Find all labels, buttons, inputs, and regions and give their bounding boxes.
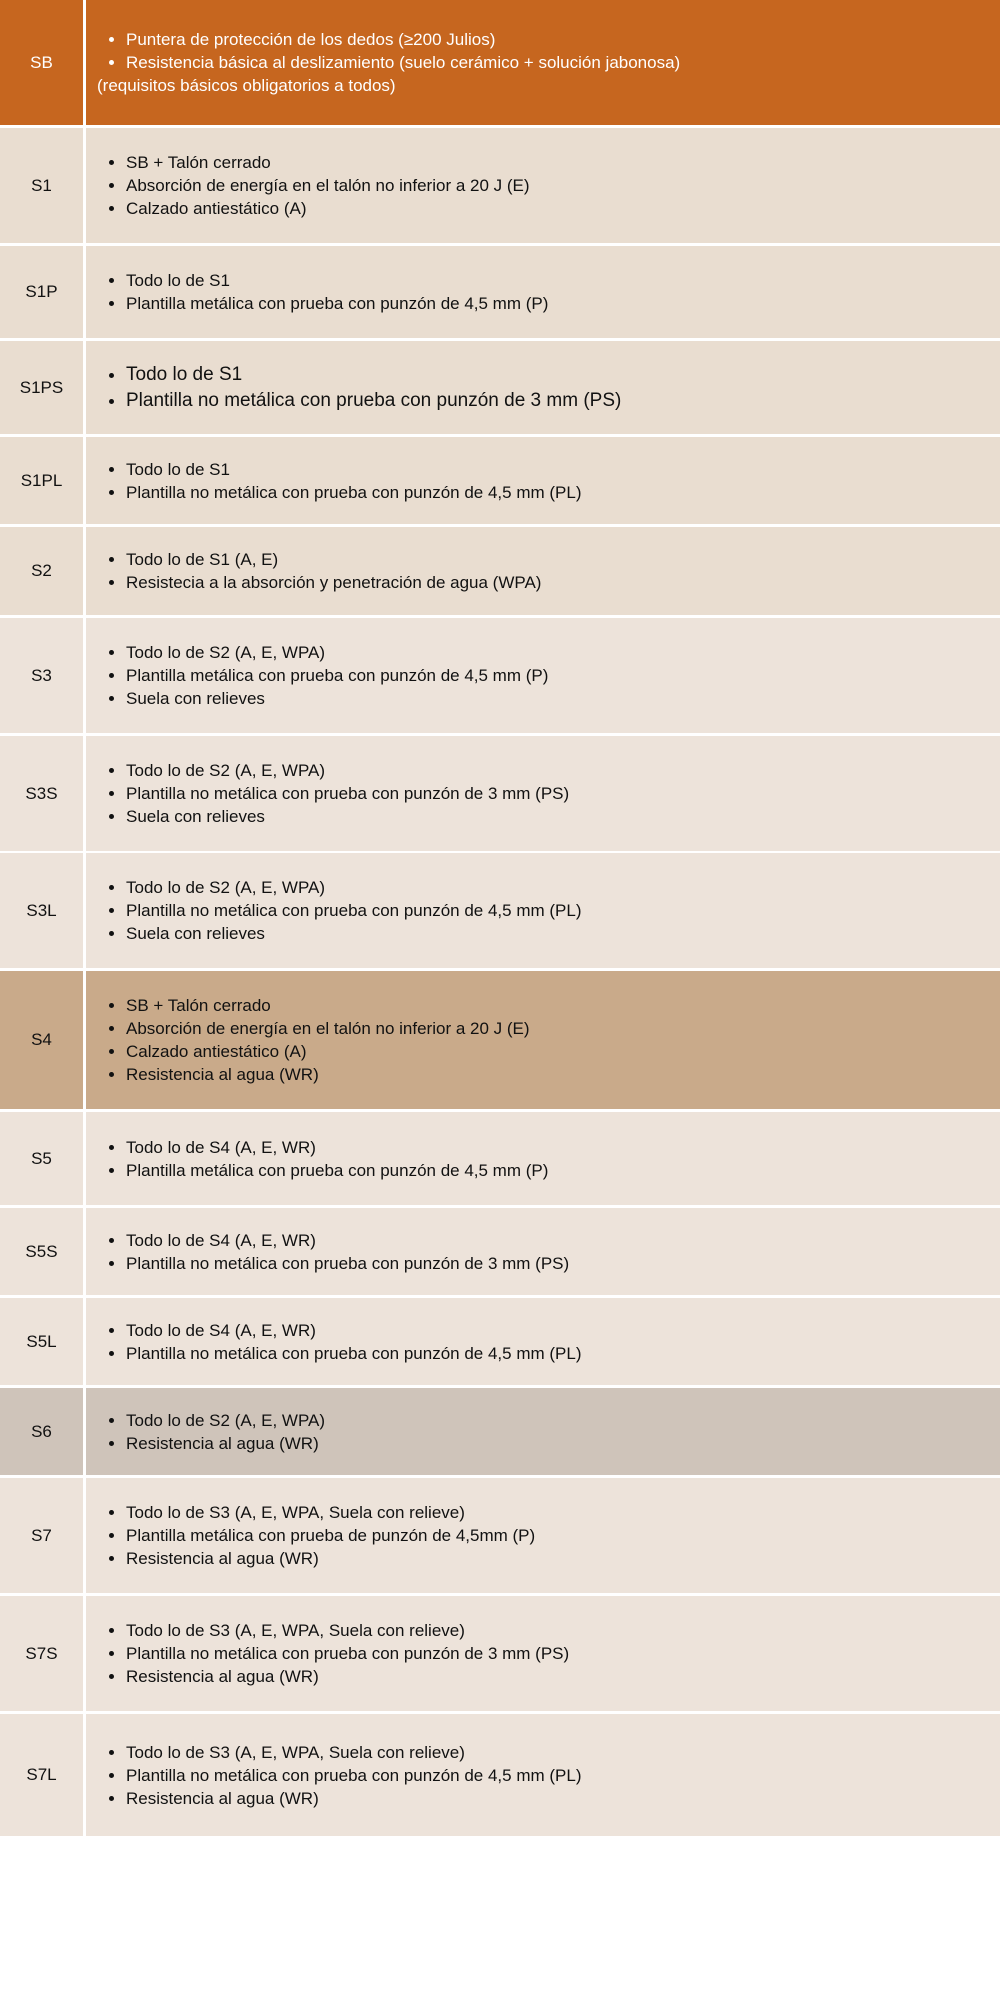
requirements-list xyxy=(86,1229,1000,1275)
requirement-item: • Todo lo de S3 (A, E, WPA, Suela con relieve) xyxy=(126,1619,1000,1642)
requirement-item: • Resistencia al agua (WR) xyxy=(126,1665,1000,1688)
requirements-cell xyxy=(86,1208,1000,1295)
class-code: S3S xyxy=(25,783,58,803)
class-code: S1P xyxy=(25,282,58,301)
requirement-item: • SB + Talón cerrado xyxy=(126,994,1000,1017)
requirement-item: • Plantilla no metálica con prueba con punzón de 4,5 mm (PL) xyxy=(126,899,1000,922)
class-code: S1PS xyxy=(19,377,64,397)
requirement-item: • Todo lo de S4 (A, E, WR) xyxy=(126,1229,1000,1252)
requirement-item: • Calzado antiestático (A) xyxy=(126,1040,1000,1063)
table-row xyxy=(0,1596,1000,1711)
requirements-list xyxy=(86,759,1000,828)
table-row xyxy=(0,1208,1000,1295)
table-row xyxy=(0,341,1000,434)
requirement-item: • Suela con relieves xyxy=(126,687,1000,710)
requirements-cell xyxy=(86,1112,1000,1205)
requirement-item: • Suela con relieves xyxy=(126,805,1000,828)
requirement-item: • SB + Talón cerrado xyxy=(126,151,1000,174)
requirement-item: • Suela con relieves xyxy=(126,922,1000,945)
requirement-item: • Plantilla no metálica con prueba con punzón de 4,5 mm (PL) xyxy=(126,1342,1000,1365)
requirements-list xyxy=(86,269,1000,315)
class-code: S3L xyxy=(26,900,57,920)
class-code: S7S xyxy=(25,1643,58,1663)
table-row xyxy=(0,527,1000,615)
requirement-item: • Absorción de energía en el talón no inferior a 20 J (E) xyxy=(126,174,1000,197)
requirements-cell xyxy=(86,736,1000,851)
requirements-cell xyxy=(86,437,1000,524)
requirement-item: • Plantilla metálica con prueba con punzón de 4,5 mm (P) xyxy=(126,292,1000,315)
requirements-cell xyxy=(86,128,1000,243)
requirements-list xyxy=(86,876,1000,945)
requirement-item: • Todo lo de S1 xyxy=(126,458,1000,481)
requirements-list xyxy=(86,1741,1000,1810)
requirements-cell xyxy=(86,853,1000,968)
requirements-cell xyxy=(86,527,1000,615)
requirement-item: • Absorción de energía en el talón no inferior a 20 J (E) xyxy=(126,1017,1000,1040)
requirement-item: • Plantilla metálica con prueba con punzón de 4,5 mm (P) xyxy=(126,664,1000,687)
table-row xyxy=(0,1714,1000,1836)
table-row xyxy=(0,1298,1000,1385)
requirement-item: • Todo lo de S1 xyxy=(126,362,1000,388)
table-row xyxy=(0,1388,1000,1475)
requirements-list xyxy=(86,1501,1000,1570)
table-row xyxy=(0,1478,1000,1593)
requirement-item: • Plantilla no metálica con prueba con punzón de 3 mm (PS) xyxy=(126,782,1000,805)
requirement-item: • Plantilla no metálica con prueba con punzón de 4,5 mm (PL) xyxy=(126,1764,1000,1787)
requirements-list xyxy=(86,1619,1000,1688)
requirements-list xyxy=(86,994,1000,1086)
requirement-item: • Plantilla no metálica con prueba con punzón de 4,5 mm (PL) xyxy=(126,481,1000,504)
table-row xyxy=(0,246,1000,338)
table-row xyxy=(0,1112,1000,1205)
requirement-item: • Todo lo de S2 (A, E, WPA) xyxy=(126,759,1000,782)
requirements-cell xyxy=(86,618,1000,733)
requirement-item: • Resistencia al agua (WR) xyxy=(126,1063,1000,1086)
requirement-item: • Puntera de protección de los dedos (≥200 Julios) xyxy=(126,28,1000,51)
requirements-cell xyxy=(86,971,1000,1109)
class-code: S1PL xyxy=(20,470,63,490)
requirement-item: • Todo lo de S2 (A, E, WPA) xyxy=(126,641,1000,664)
requirements-list xyxy=(86,1136,1000,1182)
table-row xyxy=(0,971,1000,1109)
class-code: S3 xyxy=(31,665,52,685)
requirements-cell xyxy=(86,341,1000,434)
requirement-item: • Todo lo de S4 (A, E, WR) xyxy=(126,1319,1000,1342)
class-code: S6 xyxy=(31,1421,52,1441)
table-row xyxy=(0,853,1000,968)
requirement-item: • Todo lo de S1 xyxy=(126,269,1000,292)
requirements-cell xyxy=(86,1596,1000,1711)
requirement-item: • Todo lo de S1 (A, E) xyxy=(126,548,1000,571)
table-row xyxy=(0,0,1000,125)
requirement-item: • Plantilla no metálica con prueba con punzón de 3 mm (PS) xyxy=(126,388,1000,414)
requirement-item: • Plantilla metálica con prueba de punzón de 4,5mm (P) xyxy=(126,1524,1000,1547)
requirements-cell xyxy=(86,0,1000,125)
class-code: SB xyxy=(30,52,53,72)
class-code: S7 xyxy=(31,1525,52,1545)
requirements-list xyxy=(86,1409,1000,1455)
requirements-note: (requisitos básicos obligatorios a todos) xyxy=(97,76,396,95)
table-row xyxy=(0,128,1000,243)
requirement-item: • Resistencia al agua (WR) xyxy=(126,1432,1000,1455)
class-code: S5S xyxy=(25,1241,58,1261)
requirement-item: • Todo lo de S3 (A, E, WPA, Suela con relieve) xyxy=(126,1741,1000,1764)
requirements-list xyxy=(86,1319,1000,1365)
requirement-item: • Plantilla no metálica con prueba con punzón de 3 mm (PS) xyxy=(126,1252,1000,1275)
requirement-item: • Todo lo de S2 (A, E, WPA) xyxy=(126,876,1000,899)
table-row xyxy=(0,618,1000,733)
requirements-list xyxy=(86,151,1000,220)
class-code: S7L xyxy=(26,1765,57,1784)
requirement-item: • Todo lo de S4 (A, E, WR) xyxy=(126,1136,1000,1159)
class-code: S1 xyxy=(31,175,52,195)
requirement-item: • Resistencia básica al deslizamiento (suelo cerámico + solución jabonosa) xyxy=(126,51,1000,74)
requirement-item: • Resistencia al agua (WR) xyxy=(126,1787,1000,1810)
requirements-list xyxy=(86,28,1000,74)
class-code: S2 xyxy=(31,561,52,580)
requirements-cell xyxy=(86,1388,1000,1475)
class-code: S5 xyxy=(31,1148,52,1168)
table-row xyxy=(0,736,1000,851)
requirements-list xyxy=(86,458,1000,504)
requirement-item: • Resistecia a la absorción y penetración de agua (WPA) xyxy=(126,571,1000,594)
requirements-cell xyxy=(86,1478,1000,1593)
requirement-item: • Todo lo de S3 (A, E, WPA, Suela con relieve) xyxy=(126,1501,1000,1524)
requirements-list xyxy=(86,362,1000,414)
requirement-item: • Plantilla no metálica con prueba con punzón de 3 mm (PS) xyxy=(126,1642,1000,1665)
requirement-item: • Resistencia al agua (WR) xyxy=(126,1547,1000,1570)
class-code: S4 xyxy=(31,1030,52,1049)
requirements-list xyxy=(86,641,1000,710)
class-code: S5L xyxy=(26,1331,57,1351)
requirement-item: • Calzado antiestático (A) xyxy=(126,197,1000,220)
requirements-cell xyxy=(86,1714,1000,1836)
requirement-item: • Plantilla metálica con prueba con punzón de 4,5 mm (P) xyxy=(126,1159,1000,1182)
requirements-cell xyxy=(86,1298,1000,1385)
requirements-list xyxy=(86,548,1000,594)
requirements-cell xyxy=(86,246,1000,338)
requirement-item: • Todo lo de S2 (A, E, WPA) xyxy=(126,1409,1000,1432)
table-row xyxy=(0,437,1000,524)
